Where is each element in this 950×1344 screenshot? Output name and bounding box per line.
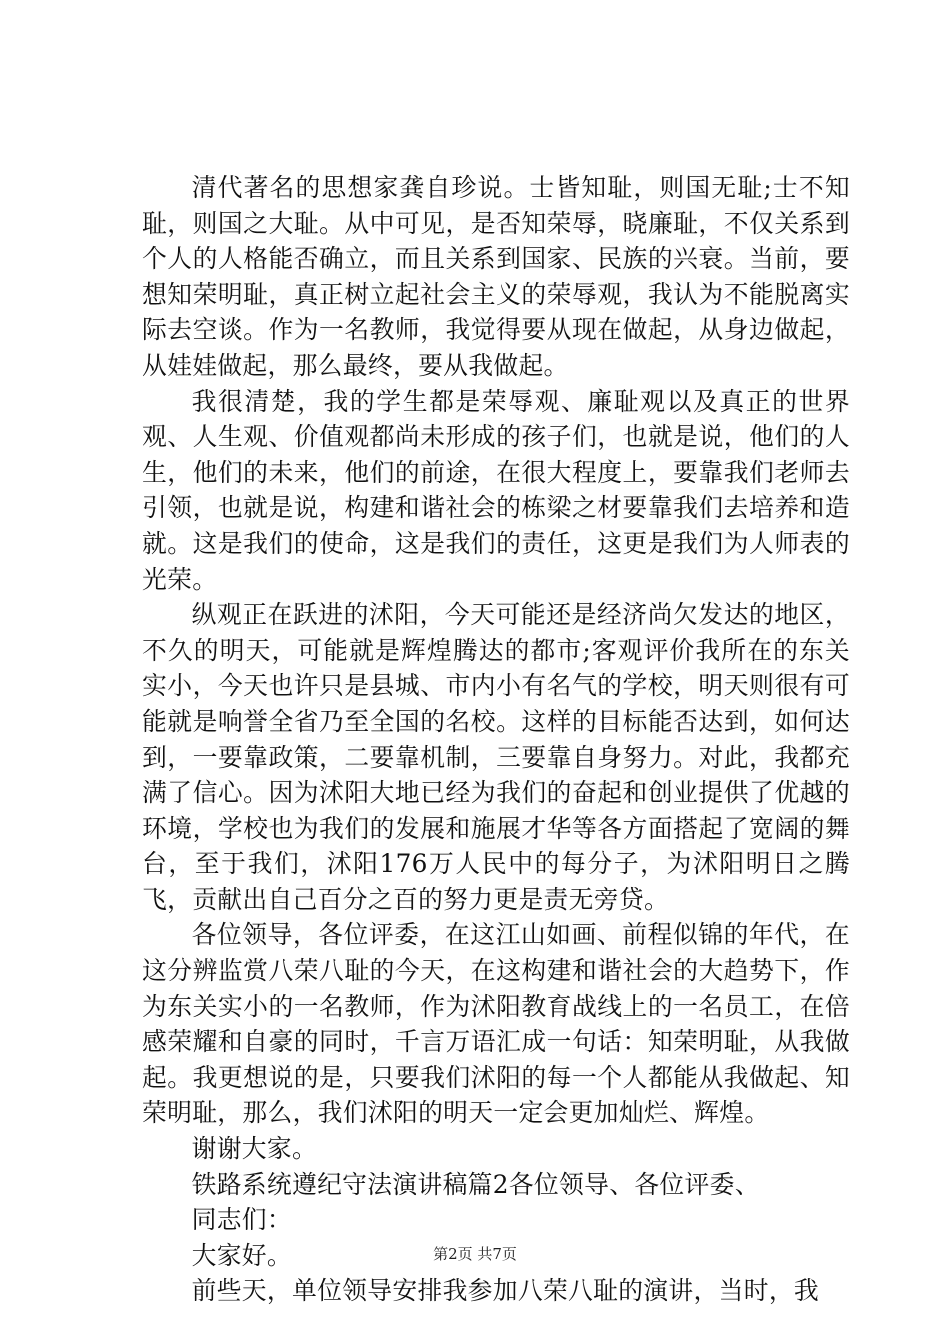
paragraph-opening: 前些天，单位领导安排我参加八荣八耻的演讲，当时，我 [191,1276,820,1306]
paragraph-gong-zizhen-quote: 清代著名的思想家龚自珍说。士皆知耻，则国无耻;士不知耻，则国之大耻。从中可见，是否知荣辱，晓廉耻，不仅关系到个人的人格能否确立，而且关系到国家、民族的兴衰。当前，要想知荣明耻，真正树立起社会主义的荣辱观，我认为不能脱离实际去空谈。作为一名教师，我觉得要从现在做起，从身边做起，从娃娃做起，那么最终，要从我做起。 [142,173,850,380]
paragraph-speech-title: 铁路系统遵纪守法演讲稿篇2各位领导、各位评委、 [191,1169,760,1199]
paragraph-greeting: 大家好。 [191,1240,292,1270]
paragraph-leaders: 各位领导，各位评委，在这江山如画、前程似锦的年代，在这分辨监赏八荣八耻的今天，在这构建和谐社会的大趋势下，作为东关实小的一名教师，作为沭阳教育战线上的一名员工，在倍感荣耀和自豪的同时，千言万语汇成一句话：知荣明耻，从我做起。我更想说的是，只要我们沭阳的每一个人都能从我做起、知荣明耻，那么，我们沭阳的明天一定会更加灿烂、辉煌。 [142,920,850,1128]
paragraph-students: 我很清楚，我的学生都是荣辱观、廉耻观以及真正的世界观、人生观、价值观都尚未形成的孩子们，也就是说，他们的人生，他们的未来，他们的前途，在很大程度上，要靠我们老师去引领，也就是说，构建和谐社会的栋梁之材要靠我们去培养和造就。这是我们的使命，这是我们的责任，这更是我们为人师表的光荣。 [142,386,850,594]
paragraph-shuyang: 纵观正在跃进的沭阳，今天可能还是经济尚欠发达的地区，不久的明天，可能就是辉煌腾达的都市;客观评价我所在的东关实小，今天也许只是县城、市内小有名气的学校，明天则很有可能就是响誉全省乃至全国的名校。这样的目标能否达到，如何达到，一要靠政策，二要靠机制，三要靠自身努力。对此，我都充满了信心。因为沭阳大地已经为我们的奋起和创业提供了优越的环境，学校也为我们的发展和施展才华等各方面搭起了宽阔的舞台，至于我们，沭阳176万人民中的每分子，为沭阳明日之腾飞，贡献出自己百分之百的努力更是责无旁贷。 [142,600,850,914]
document-body [142,170,850,1309]
paragraph-thanks: 谢谢大家。 [191,1134,318,1164]
page-number: 第2页 共7页 [433,1245,517,1263]
paragraph-salutation: 同志们： [191,1205,292,1235]
